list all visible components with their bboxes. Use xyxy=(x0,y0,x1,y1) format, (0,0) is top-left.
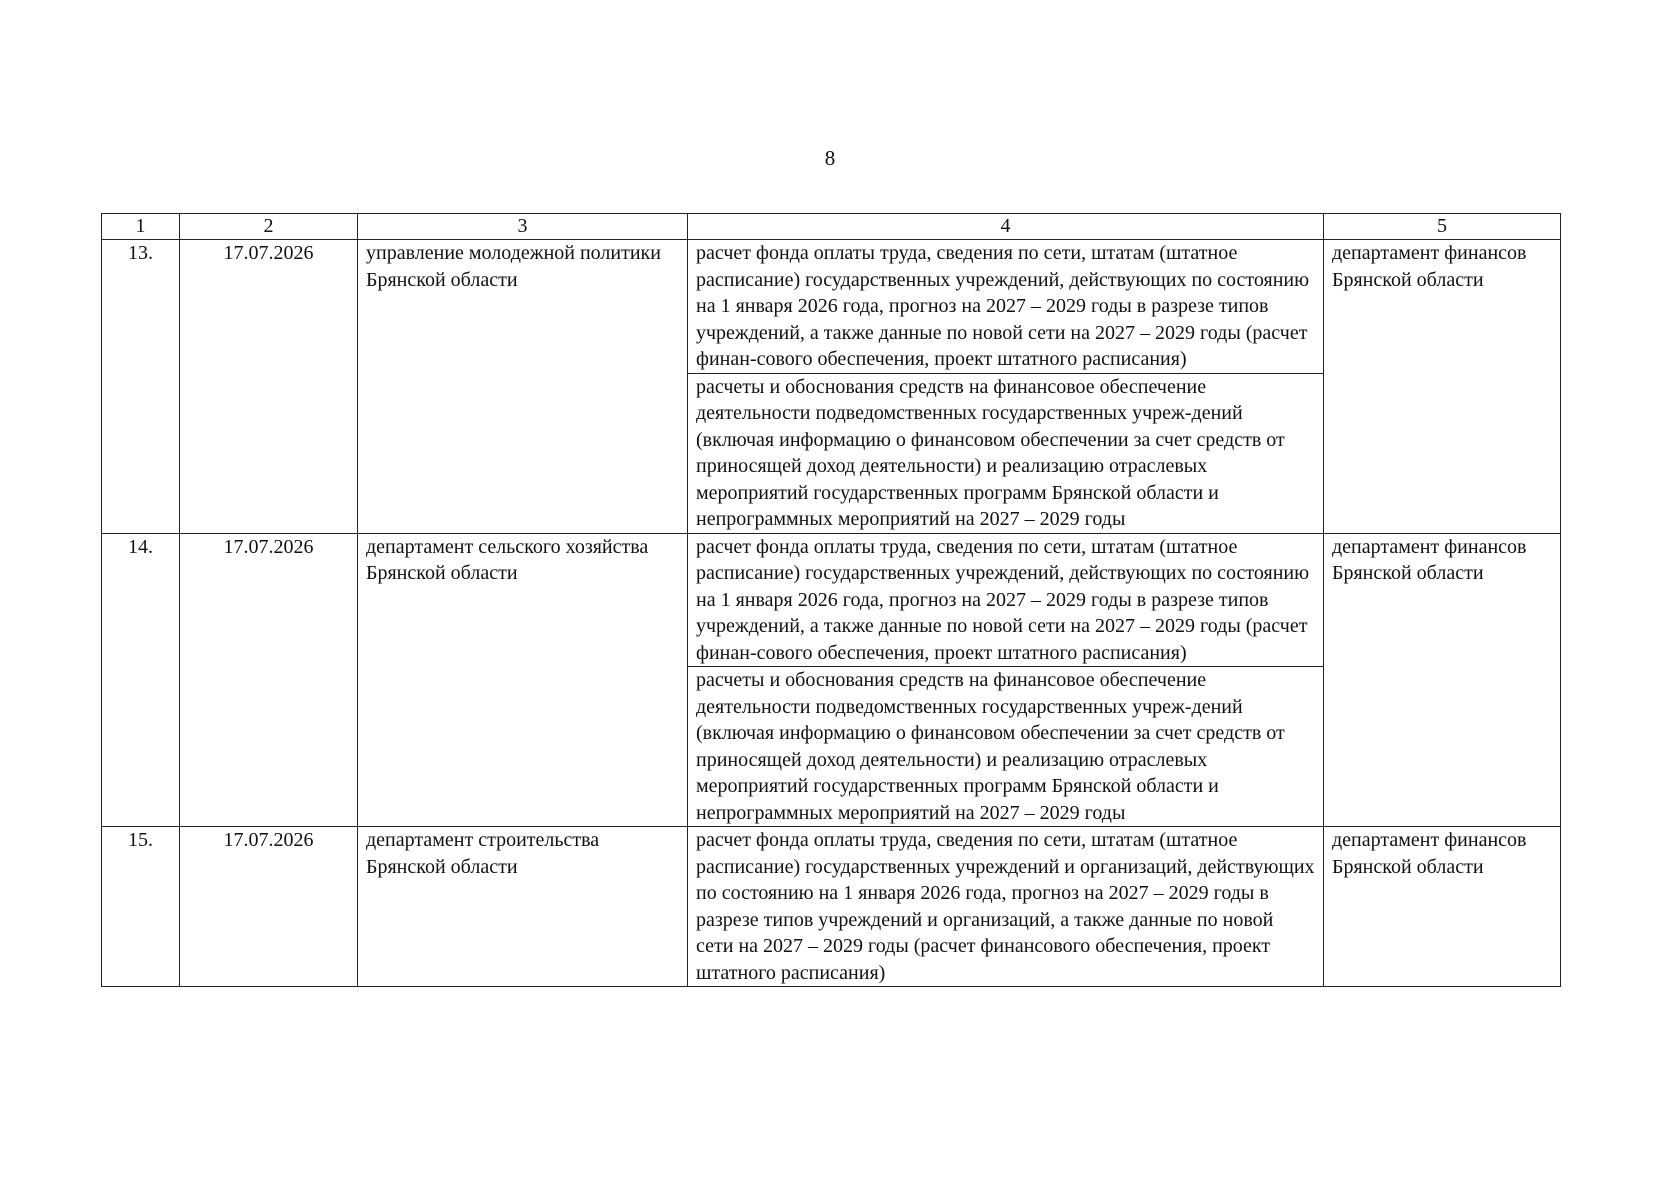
submitting-organization: департамент сельского хозяйства Брянской области xyxy=(358,533,688,827)
column-number: 4 xyxy=(688,214,1324,240)
responsible-organization: департамент финансов Брянской области xyxy=(1324,533,1561,827)
column-number: 5 xyxy=(1324,214,1561,240)
deadline-date: 17.07.2026 xyxy=(180,240,358,534)
table-row xyxy=(102,827,1561,987)
document-list-cell xyxy=(688,827,1324,987)
row-number: 13. xyxy=(102,240,180,534)
document-item: расчет фонда оплаты труда, сведения по сети, штатам (штатное расписание) государственных учреждений, действующих по состоянию на 1 января 2026 года, прогноз на 2027 – 2029 годы в разрезе типов учреждений, а также данные по новой сети на 2027 – 2029 годы (расчет финан-сового обеспечения, проект штатного расписания) xyxy=(696,242,1310,370)
column-number: 1 xyxy=(102,214,180,240)
responsible-organization: департамент финансов Брянской области xyxy=(1324,240,1561,534)
row-number: 15. xyxy=(102,827,180,987)
document-item: расчет фонда оплаты труда, сведения по сети, штатам (штатное расписание) государственных учреждений и организаций, действующих по состоянию на 1 января 2026 года, прогноз на 2027 – 2029 годы в разрезе типов учреждений и организаций, а также данные по новой сети на 2027 – 2029 годы (расчет финансового обеспечения, проект штатного расписания) xyxy=(696,829,1315,984)
column-number-row xyxy=(102,214,1561,240)
deadline-date: 17.07.2026 xyxy=(180,533,358,827)
column-number: 3 xyxy=(358,214,688,240)
responsible-organization: департамент финансов Брянской области xyxy=(1324,827,1561,987)
document-list-cell xyxy=(688,240,1324,534)
document-item: расчеты и обоснования средств на финансовое обеспечение деятельности подведомственных государственных учреж-дений (включая информацию о финансовом обеспечении за счет средств от приносящей доход деятельности) и реализацию отраслевых мероприятий государственных программ Брянской области и непрограммных мероприятий на 2027 – 2029 годы xyxy=(688,373,1323,533)
submitting-organization: управление молодежной политики Брянской области xyxy=(358,240,688,534)
deadline-date: 17.07.2026 xyxy=(180,827,358,987)
table-row xyxy=(102,240,1561,534)
table-row xyxy=(102,533,1561,827)
document-list-cell xyxy=(688,533,1324,827)
row-number: 14. xyxy=(102,533,180,827)
document-item: расчеты и обоснования средств на финансовое обеспечение деятельности подведомственных государственных учреж-дений (включая информацию о финансовом обеспечении за счет средств от приносящей доход деятельности) и реализацию отраслевых мероприятий государственных программ Брянской области и непрограммных мероприятий на 2027 – 2029 годы xyxy=(688,666,1323,826)
page-number: 8 xyxy=(824,146,836,170)
document-item: расчет фонда оплаты труда, сведения по сети, штатам (штатное расписание) государственных учреждений, действующих по состоянию на 1 января 2026 года, прогноз на 2027 – 2029 годы в разрезе типов учреждений, а также данные по новой сети на 2027 – 2029 годы (расчет финан-сового обеспечения, проект штатного расписания) xyxy=(696,535,1310,664)
submitting-organization: департамент строительства Брянской области xyxy=(358,827,688,987)
column-number: 2 xyxy=(180,214,358,240)
schedule-table xyxy=(101,213,1561,987)
